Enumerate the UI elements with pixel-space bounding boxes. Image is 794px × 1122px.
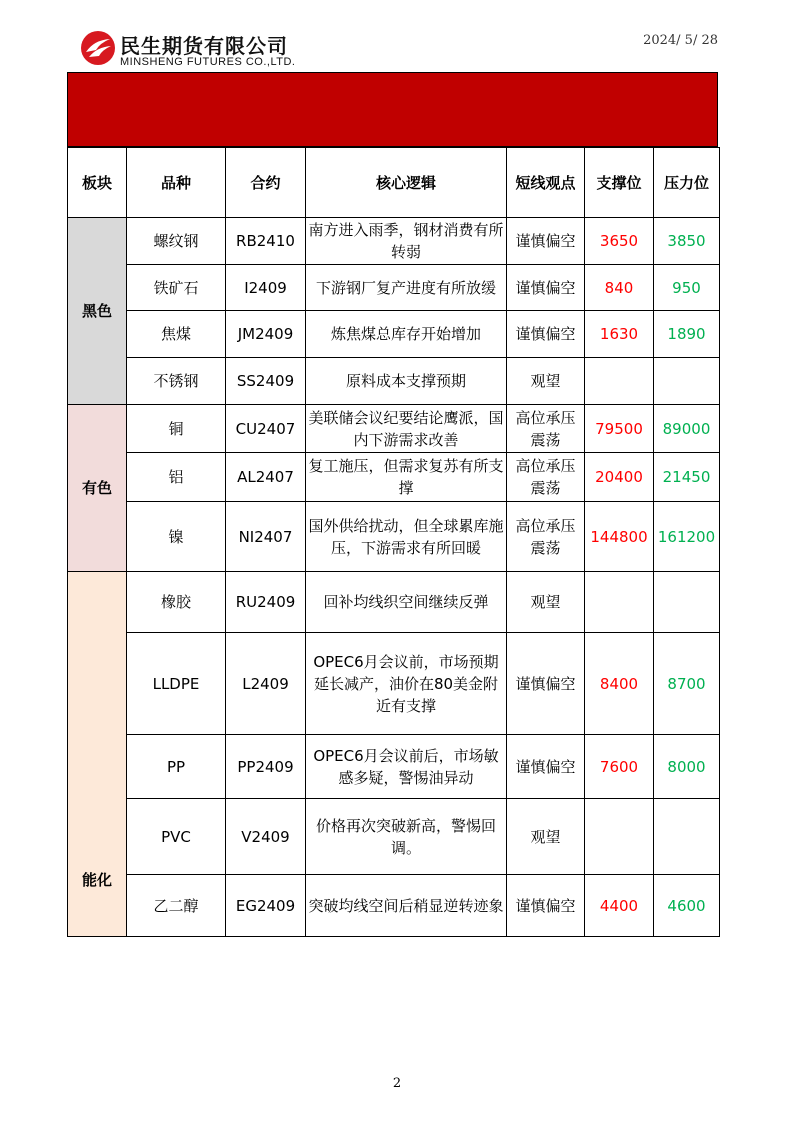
table-row (68, 265, 720, 311)
support-cell: 1630 (585, 311, 654, 358)
resistance-cell: 89000 (654, 405, 720, 453)
resistance-cell: 3850 (654, 218, 720, 265)
strategy-table (67, 147, 720, 937)
support-cell: 79500 (585, 405, 654, 453)
contract-cell: CU2407 (226, 405, 306, 453)
view-cell: 谨慎偏空 (507, 265, 585, 311)
variety-cell: 乙二醇 (127, 875, 226, 937)
support-cell: 144800 (585, 502, 654, 572)
contract-cell: EG2409 (226, 875, 306, 937)
report-date: 2024/ 5/ 28 (643, 33, 718, 48)
resistance-cell: 21450 (654, 453, 720, 502)
table-row (68, 311, 720, 358)
view-cell: 高位承压震荡 (507, 453, 585, 502)
view-cell: 高位承压震荡 (507, 405, 585, 453)
support-cell: 3650 (585, 218, 654, 265)
view-cell: 观望 (507, 799, 585, 875)
logic-cell: 南方进入雨季，钢材消费有所转弱 (306, 218, 507, 265)
title-banner (67, 72, 718, 147)
logic-cell: 原料成本支撑预期 (306, 358, 507, 405)
contract-cell: RU2409 (226, 572, 306, 633)
variety-cell: 铜 (127, 405, 226, 453)
table-row (68, 735, 720, 799)
variety-cell: 螺纹钢 (127, 218, 226, 265)
resistance-cell (654, 572, 720, 633)
variety-cell: PP (127, 735, 226, 799)
logic-cell: 美联储会议纪要结论鹰派，国内下游需求改善 (306, 405, 507, 453)
resistance-cell: 8700 (654, 633, 720, 735)
contract-cell: AL2407 (226, 453, 306, 502)
logic-cell: 下游钢厂复产进度有所放缓 (306, 265, 507, 311)
logic-cell: OPEC6月会议前后，市场敏感多疑，警惕油异动 (306, 735, 507, 799)
variety-cell: 铁矿石 (127, 265, 226, 311)
logic-cell: 炼焦煤总库存开始增加 (306, 311, 507, 358)
resistance-cell: 8000 (654, 735, 720, 799)
table-row (68, 405, 720, 453)
table-row (68, 572, 720, 633)
variety-cell: 橡胶 (127, 572, 226, 633)
variety-cell: 焦煤 (127, 311, 226, 358)
contract-cell: L2409 (226, 633, 306, 735)
table-row (68, 218, 720, 265)
table-row (68, 875, 720, 937)
support-cell (585, 358, 654, 405)
logic-cell: 复工施压，但需求复苏有所支撑 (306, 453, 507, 502)
header-resistance: 压力位 (654, 148, 720, 218)
header-contract: 合约 (226, 148, 306, 218)
sector-cell-energy-chemical: 能化 (68, 572, 127, 937)
view-cell: 观望 (507, 358, 585, 405)
view-cell: 谨慎偏空 (507, 311, 585, 358)
view-cell: 高位承压震荡 (507, 502, 585, 572)
contract-cell: PP2409 (226, 735, 306, 799)
contract-cell: I2409 (226, 265, 306, 311)
resistance-cell (654, 799, 720, 875)
contract-cell: SS2409 (226, 358, 306, 405)
header-support: 支撑位 (585, 148, 654, 218)
logic-cell: 国外供给扰动，但全球累库施压，下游需求有所回暖 (306, 502, 507, 572)
table-row (68, 633, 720, 735)
sector-cell-black: 黑色 (68, 218, 127, 405)
resistance-cell (654, 358, 720, 405)
table-row (68, 799, 720, 875)
view-cell: 谨慎偏空 (507, 633, 585, 735)
view-cell: 谨慎偏空 (507, 735, 585, 799)
header-variety: 品种 (127, 148, 226, 218)
view-cell: 谨慎偏空 (507, 218, 585, 265)
variety-cell: 铝 (127, 453, 226, 502)
header-logic: 核心逻辑 (306, 148, 507, 218)
resistance-cell: 4600 (654, 875, 720, 937)
support-cell: 840 (585, 265, 654, 311)
logic-cell: 价格再次突破新高，警惕回调。 (306, 799, 507, 875)
logic-cell: 回补均线织空间继续反弹 (306, 572, 507, 633)
support-cell (585, 799, 654, 875)
logic-cell: OPEC6月会议前，市场预期延长减产，油价在80美金附近有支撑 (306, 633, 507, 735)
support-cell: 7600 (585, 735, 654, 799)
contract-cell: JM2409 (226, 311, 306, 358)
logic-cell: 突破均线空间后稍显逆转迹象 (306, 875, 507, 937)
minsheng-logo-icon (80, 30, 116, 66)
table-row (68, 358, 720, 405)
support-cell (585, 572, 654, 633)
support-cell: 8400 (585, 633, 654, 735)
variety-cell: 不锈钢 (127, 358, 226, 405)
variety-cell: PVC (127, 799, 226, 875)
sector-cell-nonferrous: 有色 (68, 405, 127, 572)
view-cell: 观望 (507, 572, 585, 633)
header-sector: 板块 (68, 148, 127, 218)
view-cell: 谨慎偏空 (507, 875, 585, 937)
variety-cell: LLDPE (127, 633, 226, 735)
table-row (68, 453, 720, 502)
table-header-row (68, 148, 720, 218)
support-cell: 20400 (585, 453, 654, 502)
header-view: 短线观点 (507, 148, 585, 218)
resistance-cell: 950 (654, 265, 720, 311)
resistance-cell: 1890 (654, 311, 720, 358)
contract-cell: RB2410 (226, 218, 306, 265)
company-name-cn: 民生期货有限公司 (120, 34, 288, 58)
support-cell: 4400 (585, 875, 654, 937)
contract-cell: NI2407 (226, 502, 306, 572)
contract-cell: V2409 (226, 799, 306, 875)
variety-cell: 镍 (127, 502, 226, 572)
page-header (0, 0, 794, 72)
resistance-cell: 161200 (654, 502, 720, 572)
table-row (68, 502, 720, 572)
page-number: 2 (392, 1076, 402, 1091)
company-name-en: MINSHENG FUTURES CO.,LTD. (120, 56, 296, 68)
